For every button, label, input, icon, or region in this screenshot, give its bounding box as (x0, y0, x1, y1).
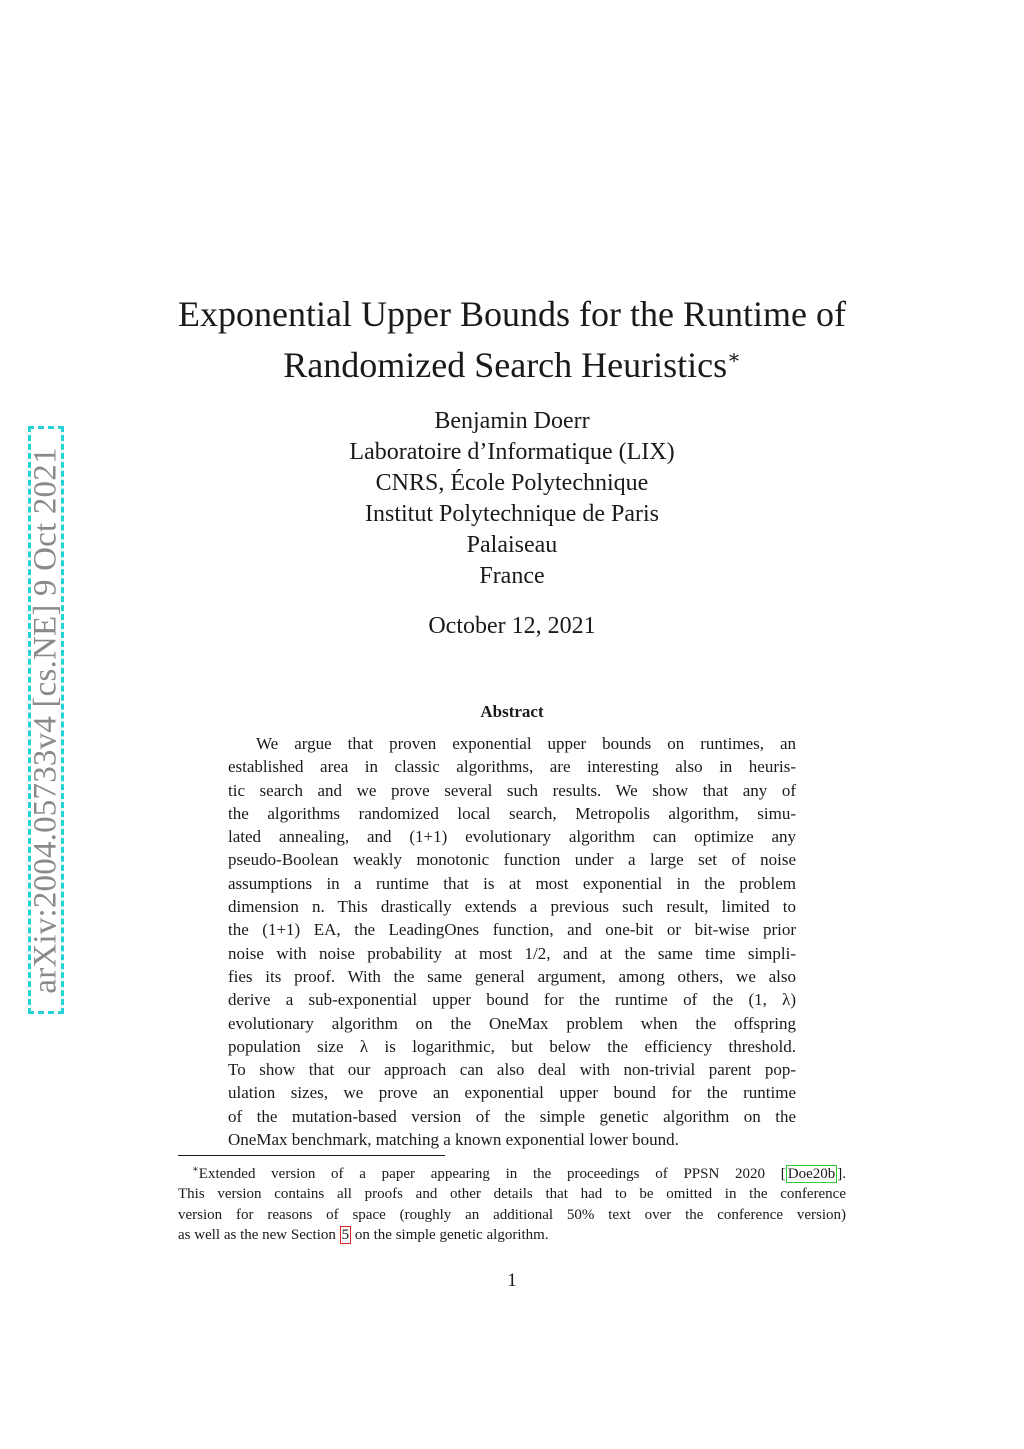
affiliation-line: Institut Polytechnique de Paris (365, 501, 659, 527)
abstract-line: tic search and we prove several such results. We show that any of (228, 780, 796, 800)
footnote (178, 1160, 846, 1245)
affiliation-line: France (479, 563, 545, 589)
title-footnote-mark[interactable]: ∗ (727, 347, 741, 369)
abstract-line: of the mutation-based version of the simple genetic algorithm on the (228, 1106, 796, 1126)
abstract-line: population size λ is logarithmic, but below the efficiency threshold. (228, 1036, 796, 1056)
abstract-line: noise with noise probability at most 1/2, and at the same time simpli- (228, 943, 796, 963)
page-number: 1 (507, 1270, 517, 1291)
abstract-line: We argue that proven exponential upper bounds on runtimes, an (256, 734, 796, 753)
citation-link[interactable]: Doe20b (787, 1166, 836, 1182)
abstract-line: derive a sub-exponential upper bound for the runtime of the (1, λ) (228, 990, 796, 1010)
author-block (200, 406, 824, 592)
paper-title (160, 292, 864, 387)
footnote-text: on the simple genetic algorithm. (351, 1226, 549, 1243)
abstract-line: pseudo-Boolean weakly monotonic function under a large set of noise (228, 850, 796, 870)
footnote-line (178, 1160, 846, 1184)
affiliation-line: Laboratoire d’Informatique (LIX) (349, 439, 675, 465)
abstract-line: dimension n. This drastically extends a previous such result, limited to (228, 897, 796, 917)
abstract-line: lated annealing, and (1+1) evolutionary algorithm can optimize any (228, 827, 796, 847)
footnote-text: as well as the new Section (178, 1226, 340, 1243)
footnote-text: Extended version of a paper appearing in the proceedings of PPSN 2020 [ (198, 1166, 786, 1182)
affiliation-line: Palaiseau (466, 532, 558, 558)
abstract-line: established area in classic algorithms, are interesting also in heuris- (228, 757, 796, 777)
abstract-line: fies its proof. With the same general argument, among others, we also (228, 966, 796, 986)
section-ref-link[interactable]: 5 (341, 1226, 350, 1243)
footnote-line: This version contains all proofs and other details that had to be omitted in the conference (178, 1186, 846, 1203)
abstract-line: the algorithms randomized local search, Metropolis algorithm, simu- (228, 803, 796, 823)
abstract-line: To show that our approach can also deal with non-trivial parent pop- (228, 1060, 796, 1080)
footnote-text: ]. (837, 1166, 846, 1182)
footnote-line: version for reasons of space (roughly an additional 50% text over the conference version) (178, 1206, 846, 1223)
title-line-2: Randomized Search Heuristics (283, 345, 728, 385)
title-line-1: Exponential Upper Bounds for the Runtime of (178, 294, 846, 334)
abstract-line: assumptions in a runtime that is at most exponential in the problem (228, 873, 796, 893)
abstract-line: evolutionary algorithm on the OneMax problem when the offspring (228, 1013, 796, 1033)
abstract-line: OneMax benchmark, matching a known exponential lower bound. (228, 1130, 679, 1150)
arxiv-stamp[interactable] (28, 426, 64, 1014)
footnote-mark: ∗ (192, 1164, 199, 1175)
paper-date: October 12, 2021 (428, 613, 596, 639)
footnote-divider (178, 1155, 445, 1156)
footnote-line (178, 1225, 846, 1245)
abstract-body (228, 732, 796, 1151)
abstract-line: the (1+1) EA, the LeadingOnes function, and one-bit or bit-wise prior (228, 920, 796, 940)
abstract-heading: Abstract (480, 702, 544, 721)
arxiv-stamp-text: arXiv:2004.05733v4 [cs.NE] 9 Oct 2021 (27, 446, 64, 994)
affiliation-line: CNRS, École Polytechnique (375, 470, 649, 496)
author-name: Benjamin Doerr (434, 408, 590, 434)
abstract-line: ulation sizes, we prove an exponential upper bound for the runtime (228, 1083, 796, 1103)
